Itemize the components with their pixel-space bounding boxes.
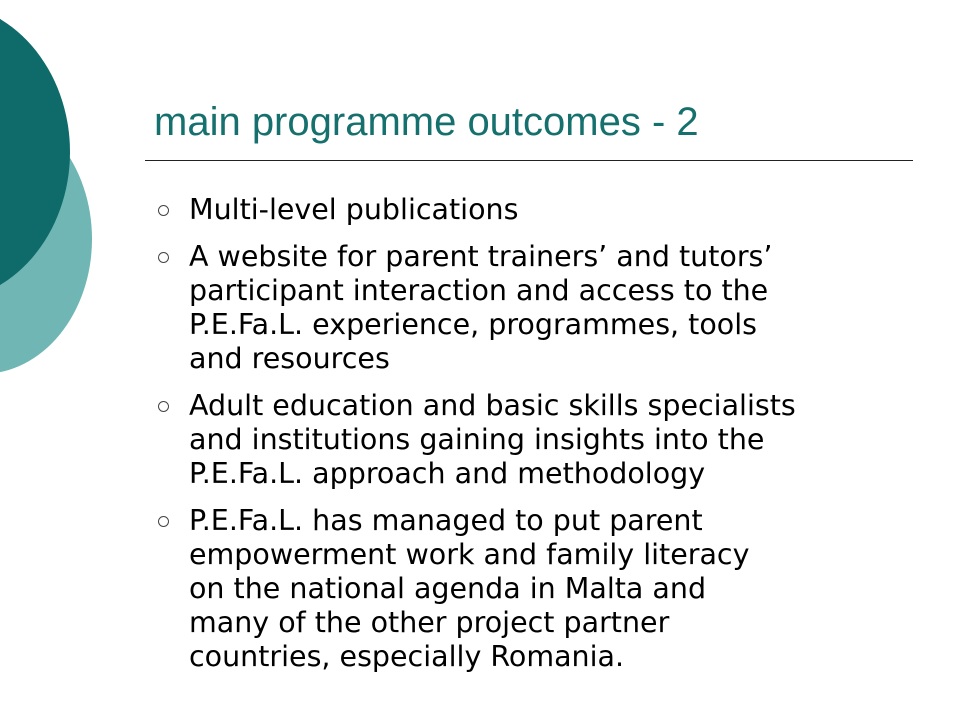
bullet-text (189, 504, 940, 674)
bullet-line: P.E.Fa.L. approach and methodology (189, 457, 706, 490)
bullet-line: many of the other project partner (189, 606, 670, 639)
bullet-line: empowerment work and family literacy (189, 538, 750, 571)
circle-bullet-icon (158, 401, 169, 412)
bullet-line: Multi-level publications (189, 193, 519, 226)
bullet-item (155, 240, 940, 376)
bullet-line: and resources (189, 342, 390, 375)
bullet-item (155, 193, 940, 227)
bullet-text (189, 193, 940, 227)
bullet-text (189, 240, 940, 376)
slide-title: main programme outcomes - 2 (154, 100, 699, 144)
bullet-line: and institutions gaining insights into the (189, 423, 765, 456)
bullet-line: countries, especially Romania. (189, 640, 625, 673)
title-divider (145, 160, 913, 161)
bullet-item (155, 389, 940, 491)
bullet-text (189, 389, 940, 491)
bullet-list (155, 193, 940, 687)
circle-bullet-icon (158, 205, 169, 216)
circle-bullet-icon (158, 516, 169, 527)
bullet-line: Adult education and basic skills specialists (189, 389, 796, 422)
bullet-line: on the national agenda in Malta and (189, 572, 707, 605)
bullet-line: A website for parent trainers’ and tutors’ (189, 240, 773, 273)
bullet-line: participant interaction and access to the (189, 274, 769, 307)
bullet-item (155, 504, 940, 674)
circle-bullet-icon (158, 252, 169, 263)
bullet-line: P.E.Fa.L. experience, programmes, tools (189, 308, 757, 341)
bullet-line: P.E.Fa.L. has managed to put parent (189, 504, 703, 537)
